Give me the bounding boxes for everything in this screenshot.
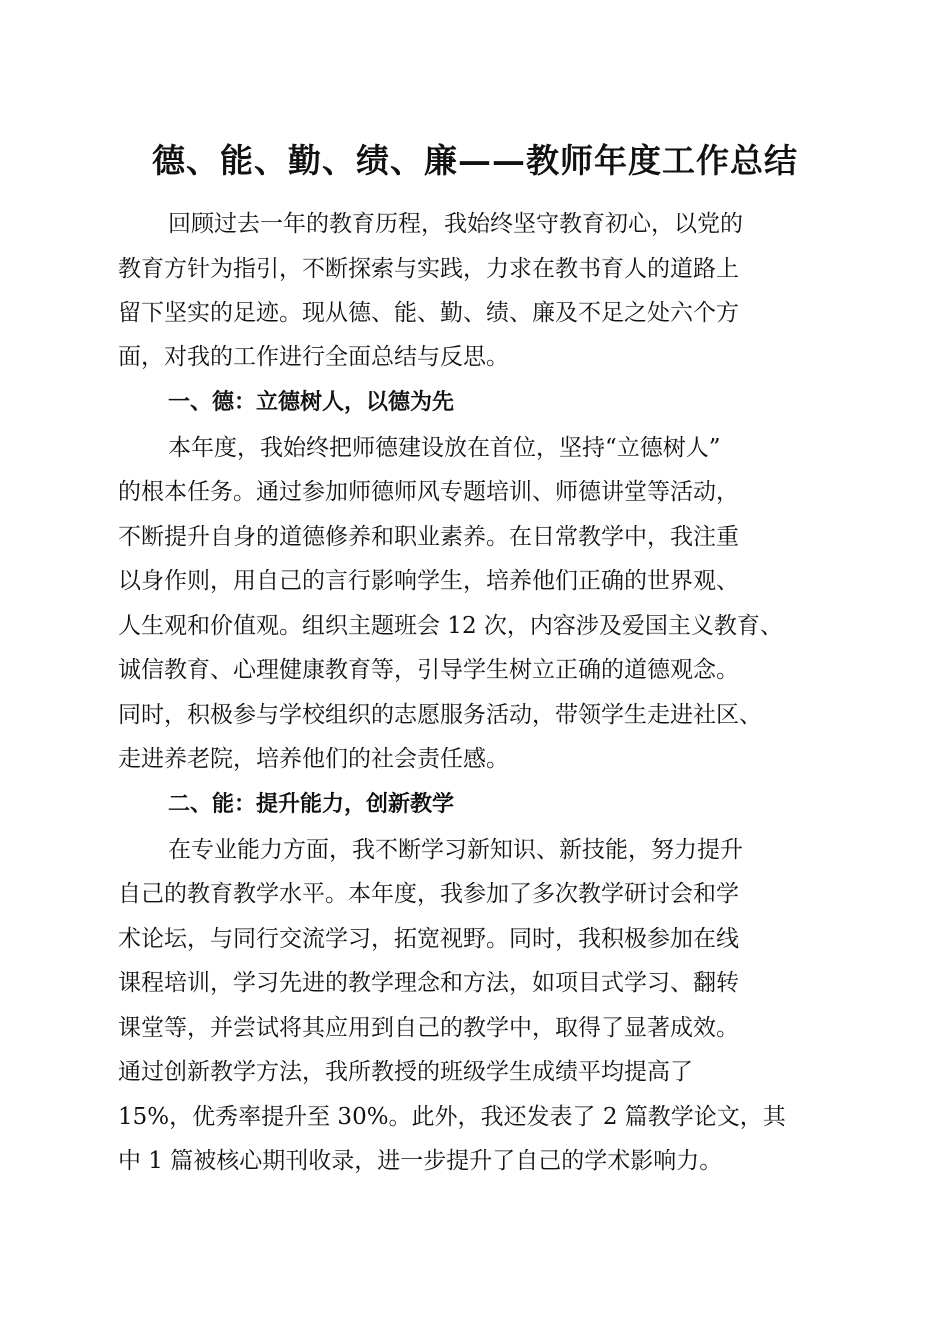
section2-line: 15%，优秀率提升至 30%。此外，我还发表了 2 篇教学论文，其 xyxy=(118,1104,786,1130)
section2-line: 通过创新教学方法，我所教授的班级学生成绩平均提高了 xyxy=(118,1059,693,1085)
section2-line: 在专业能力方面，我不断学习新知识、新技能，努力提升 xyxy=(168,837,743,863)
section1-line: 走进养老院，培养他们的社会责任感。 xyxy=(118,746,509,772)
section1-line: 诚信教育、心理健康教育等，引导学生树立正确的道德观念。 xyxy=(118,657,739,683)
section-heading-neng: 二、能：提升能力，创新教学 xyxy=(168,792,455,817)
section2-line: 自己的教育教学水平。本年度，我参加了多次教学研讨会和学 xyxy=(118,881,739,907)
intro-line: 教育方针为指引，不断探索与实践，力求在教书育人的道路上 xyxy=(118,256,739,282)
section1-line: 本年度，我始终把师德建设放在首位，坚持“立德树人” xyxy=(168,435,721,461)
section1-line: 不断提升自身的道德修养和职业素养。在日常教学中，我注重 xyxy=(118,524,739,550)
section2-line: 课程培训，学习先进的教学理念和方法，如项目式学习、翻转 xyxy=(118,970,739,996)
section2-line: 术论坛，与同行交流学习，拓宽视野。同时，我积极参加在线 xyxy=(118,926,739,952)
section2-line: 中 1 篇被核心期刊收录，进一步提升了自己的学术影响力。 xyxy=(118,1148,723,1174)
section2-line: 课堂等，并尝试将其应用到自己的教学中，取得了显著成效。 xyxy=(118,1015,739,1041)
section-heading-de: 一、德：立德树人，以德为先 xyxy=(168,390,455,415)
intro-line: 回顾过去一年的教育历程，我始终坚守教育初心，以党的 xyxy=(168,211,743,237)
section1-line: 以身作则，用自己的言行影响学生，培养他们正确的世界观、 xyxy=(118,568,739,594)
document-title: 德、能、勤、绩、廉——教师年度工作总结 xyxy=(152,141,798,180)
section1-line: 的根本任务。通过参加师德师风专题培训、师德讲堂等活动， xyxy=(118,479,739,505)
intro-line: 面，对我的工作进行全面总结与反思。 xyxy=(118,344,509,370)
section1-line: 同时，积极参与学校组织的志愿服务活动，带领学生走进社区、 xyxy=(118,702,762,728)
intro-line: 留下坚实的足迹。现从德、能、勤、绩、廉及不足之处六个方 xyxy=(118,300,739,326)
section1-line: 人生观和价值观。组织主题班会 12 次，内容涉及爱国主义教育、 xyxy=(118,613,783,639)
